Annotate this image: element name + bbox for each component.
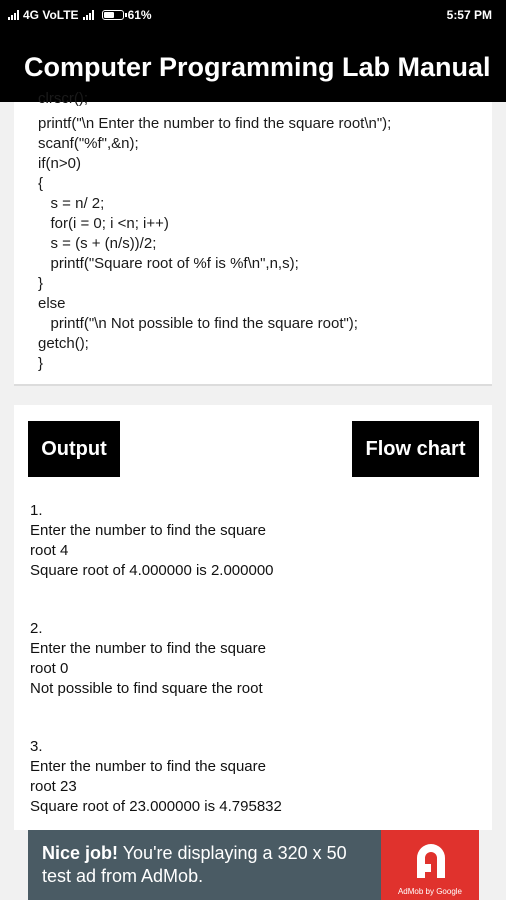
signal-icon [8,10,19,20]
code-line: printf("Square root of %f is %f\n",n,s); [38,255,299,272]
output-line: 2. [30,620,43,637]
network-label: 4G VoLTE [23,8,79,22]
output-line: 3. [30,738,43,755]
code-line: } [38,355,44,372]
ad-text-body: You're displaying a 320 x 50 test ad from AdMob. [42,843,347,886]
code-line: { [38,175,44,192]
code-line: clrscr(); [38,90,88,107]
output-line: root 23 [30,778,77,795]
code-line: else [38,295,66,312]
ad-caption: AdMob by Google [397,887,463,896]
code-line: printf("\n Not possible to find the square root"); [38,315,358,332]
status-left [8,8,152,22]
battery-label: 61% [127,8,152,22]
ad-text[interactable] [42,842,372,888]
output-line: Enter the number to find the square [30,522,266,539]
code-line: if(n>0) [38,155,81,172]
admob-icon [411,838,451,882]
code-line: s = (s + (n/s))/2; [38,235,157,252]
flow-chart-button[interactable]: Flow chart [352,421,479,477]
code-line: for(i = 0; i <n; i++) [38,215,169,232]
output-card [14,405,492,830]
output-line: root 0 [30,660,69,677]
battery-fill [104,12,114,18]
output-line: root 4 [30,542,69,559]
admob-logo[interactable] [381,830,479,900]
app-title: Computer Programming Lab Manual [24,52,491,82]
output-line: Enter the number to find the square [30,640,266,657]
code-line: s = n/ 2; [38,195,105,212]
signal-icon-2 [83,10,94,20]
code-card [14,90,492,386]
ad-text-bold: Nice job! [42,843,119,863]
code-line: getch(); [38,335,89,352]
battery-icon [102,10,124,20]
code-line: } [38,275,44,292]
output-line: Square root of 23.000000 is 4.795832 [30,798,282,815]
output-line: Square root of 4.000000 is 2.000000 [30,562,274,579]
ad-banner[interactable] [28,830,479,900]
status-bar [0,0,506,30]
code-line: scanf("%f",&n); [38,135,139,152]
clock: 5:57 PM [446,8,492,22]
output-line: Enter the number to find the square [30,758,266,775]
code-line: printf("\n Enter the number to find the square root\n"); [38,115,392,132]
output-button[interactable]: Output [28,421,120,477]
output-line: Not possible to find square the root [30,680,263,697]
output-line: 1. [30,502,43,519]
